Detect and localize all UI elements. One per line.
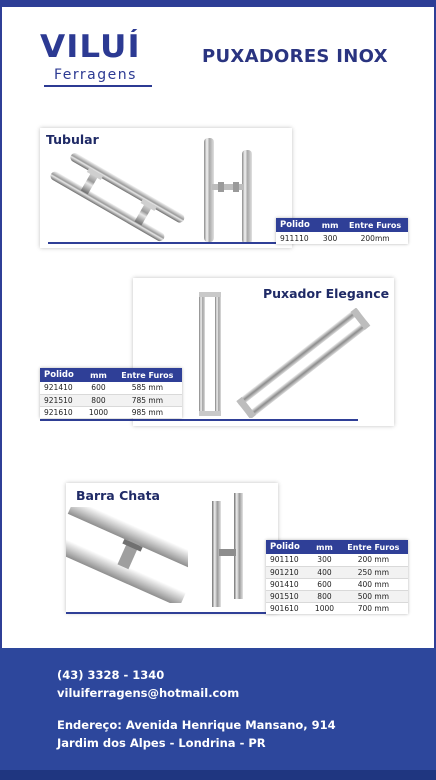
cell-mm: 800 (84, 394, 113, 406)
cell-entre-furos: 400 mm (339, 578, 408, 590)
cell-code: 901210 (266, 566, 310, 578)
cell-entre-furos: 700 mm (357, 603, 390, 613)
elegance-handle-front-image (197, 290, 227, 418)
cell-code: 921610 (44, 407, 73, 417)
cell-mm: 600 (84, 382, 113, 394)
product-title-tubular: Tubular (46, 132, 99, 147)
elegance-handle-angled-image (233, 308, 373, 418)
header-mm: mm (318, 218, 342, 232)
cell-mm: 300 (322, 233, 338, 243)
table-row (266, 554, 408, 566)
contact-address-line2: Jardim dos Alpes - Londrina - PR (57, 736, 266, 750)
product-title-elegance: Puxador Elegance (263, 286, 390, 301)
cell-mm: 1000 (314, 603, 335, 613)
brand-underline (44, 85, 152, 87)
divider-elegance (40, 419, 358, 421)
footer-bottom-bar (0, 770, 436, 780)
header-entre-furos: Entre Furos (339, 540, 408, 554)
table-row (276, 232, 408, 244)
cell-entre-furos: 985 mm (131, 407, 164, 417)
cell-entre-furos: 200 mm (339, 554, 408, 566)
header-mm: mm (310, 540, 339, 554)
header-mm: mm (84, 368, 113, 382)
cell-entre-furos: 250 mm (339, 566, 408, 578)
cell-mm: 1000 (88, 407, 109, 417)
spec-table-elegance (40, 368, 182, 418)
header-polido: Polido (276, 218, 318, 232)
cell-entre-furos: 500 mm (339, 590, 408, 602)
cell-code: 901410 (266, 578, 310, 590)
product-title-barra-chata: Barra Chata (76, 488, 160, 503)
page-title: PUXADORES INOX (202, 46, 388, 67)
contact-address-line1: Endereço: Avenida Henrique Mansano, 914 (57, 718, 336, 732)
top-bar (0, 0, 436, 7)
table-row (266, 602, 408, 614)
brand-logo (40, 30, 160, 90)
brand-sub: Ferragens (54, 67, 137, 83)
barra-chata-handle-angled-image (66, 507, 188, 603)
cell-code: 901510 (266, 590, 310, 602)
cell-entre-furos: 585 mm (113, 382, 182, 394)
cell-mm: 300 (310, 554, 339, 566)
cell-mm: 400 (310, 566, 339, 578)
cell-mm: 600 (310, 578, 339, 590)
product-card-tubular (40, 128, 292, 248)
cell-entre-furos: 200mm (360, 233, 390, 243)
table-row (40, 406, 182, 418)
header-polido: Polido (266, 540, 310, 554)
barra-chata-handle-front-image (208, 491, 250, 609)
table-row (266, 590, 408, 602)
cell-mm: 800 (310, 590, 339, 602)
header-entre-furos: Entre Furos (342, 218, 408, 232)
table-row (266, 578, 408, 590)
table-row (266, 566, 408, 578)
spec-table-barra-chata (266, 540, 408, 614)
contact-email[interactable]: viluiferragens@hotmail.com (57, 686, 240, 700)
cell-code: 921510 (40, 394, 84, 406)
cell-code: 901610 (270, 603, 299, 613)
product-card-barra-chata (66, 483, 278, 613)
cell-code: 921410 (40, 382, 84, 394)
table-row (40, 382, 182, 394)
tubular-handle-front-image (196, 136, 266, 246)
header-polido: Polido (40, 368, 84, 382)
cell-code: 911110 (280, 233, 309, 243)
spec-table-tubular (276, 218, 408, 244)
tubular-handle-angled-image (48, 150, 188, 246)
table-row (40, 394, 182, 406)
cell-code: 901110 (266, 554, 310, 566)
brand-name: VILUÍ (40, 29, 141, 65)
cell-entre-furos: 785 mm (113, 394, 182, 406)
header-entre-furos: Entre Furos (113, 368, 182, 382)
contact-footer (0, 648, 436, 780)
contact-phone[interactable]: (43) 3328 - 1340 (57, 668, 165, 682)
